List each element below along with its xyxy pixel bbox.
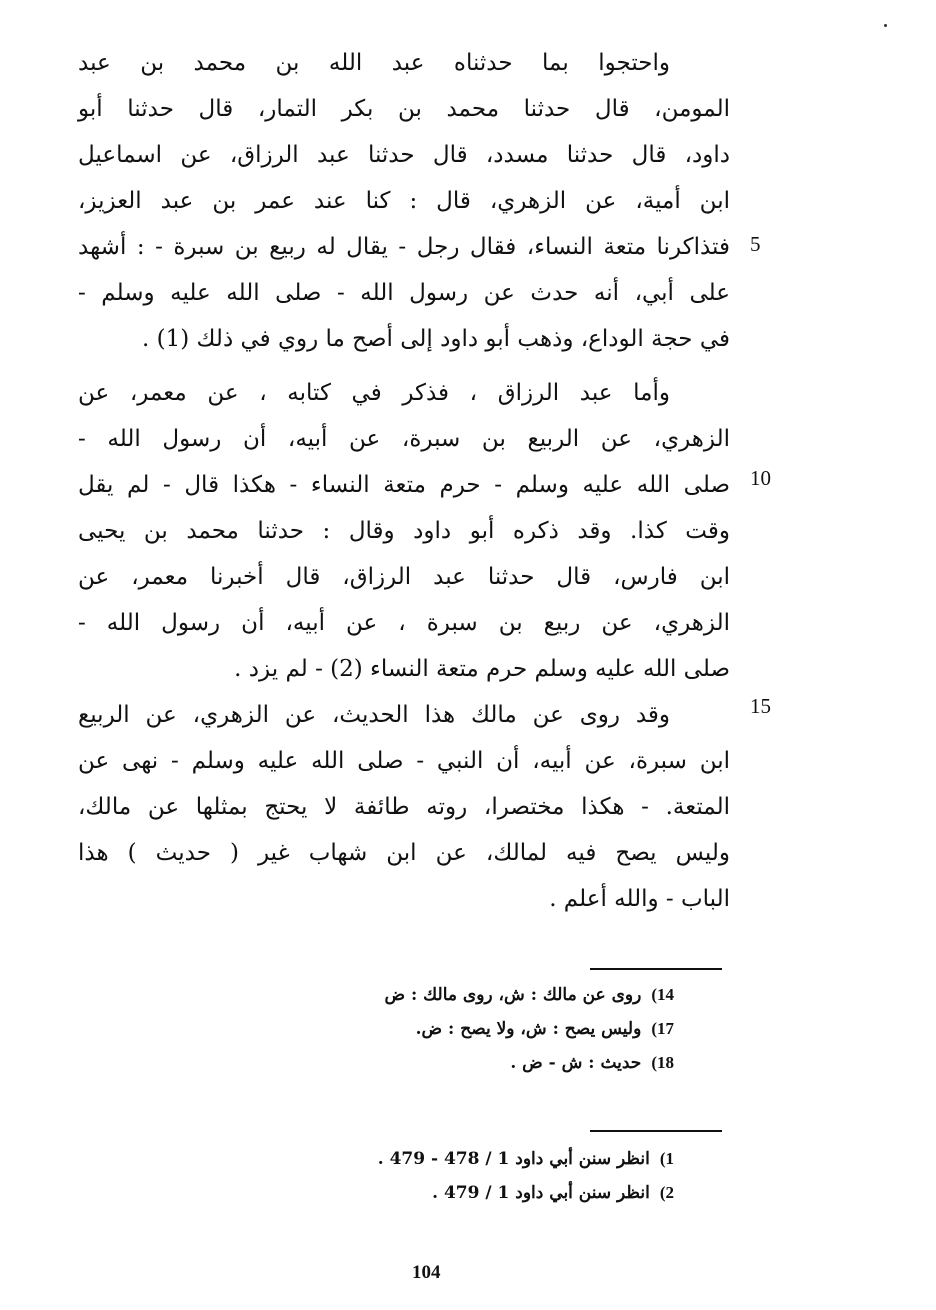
text-line: الباب - والله أعلم . bbox=[549, 886, 730, 912]
variant-note bbox=[254, 1012, 674, 1046]
text-line: الزهري، عن ربيع بن سبرة ، عن أبيه، أن رسول الله - bbox=[78, 610, 730, 636]
text-line: الزهري، عن الربيع بن سبرة، عن أبيه، أن رسول الله - bbox=[78, 426, 730, 452]
note-number: 18) bbox=[651, 1053, 674, 1072]
text-line: وليس يصح فيه لمالك، عن ابن شهاب غير ( حديث ) هذا bbox=[78, 840, 730, 866]
footnote bbox=[254, 1142, 674, 1176]
text-line: ابن فارس، قال حدثنا عبد الرزاق، قال أخبرنا معمر، عن bbox=[78, 564, 730, 590]
text-line: المتعة. - هكذا مختصرا، روته طائفة لا يحتج بمثلها عن مالك، bbox=[78, 794, 730, 820]
text-line: فتذاكرنا متعة النساء، فقال رجل - يقال له ربيع بن سبرة - : أشهد bbox=[78, 234, 730, 260]
line-number: 5 bbox=[750, 232, 761, 256]
text-line: ابن سبرة، عن أبيه، أن النبي - صلى الله عليه وسلم - نهى عن bbox=[78, 748, 730, 774]
text-line: المومن، قال حدثنا محمد بن بكر التمار، قال حدثنا أبو bbox=[78, 96, 730, 122]
footnote bbox=[254, 1176, 674, 1210]
main-text bbox=[78, 40, 730, 922]
page-number: 104 bbox=[412, 1262, 441, 1283]
variant-note bbox=[254, 1046, 674, 1080]
variant-note bbox=[254, 978, 674, 1012]
text-line: صلى الله عليه وسلم - حرم متعة النساء - هكذا قال - لم يقل bbox=[78, 472, 730, 498]
footnotes bbox=[254, 1142, 674, 1210]
text-line: وأما عبد الرزاق ، فذكر في كتابه ، عن معمر، عن bbox=[78, 380, 670, 406]
footnote-text: انظر سنن أبي داود 1 / 479 . bbox=[432, 1183, 650, 1203]
footnote-number: 1) bbox=[659, 1149, 674, 1168]
text-line: وقت كذا. وقد ذكره أبو داود وقال : حدثنا محمد بن يحيى bbox=[78, 518, 730, 544]
note-text: روى عن مالك : ش، روى مالك : ض bbox=[384, 985, 642, 1005]
text-line: ابن أمية، عن الزهري، قال : كنا عند عمر بن عبد العزيز، bbox=[78, 188, 730, 214]
text-line: في حجة الوداع، وذهب أبو داود إلى أصح ما روي في ذلك (1) . bbox=[142, 326, 730, 352]
line-number: 15 bbox=[750, 694, 771, 718]
text-line: صلى الله عليه وسلم حرم متعة النساء (2) - لم يزد . bbox=[234, 656, 730, 682]
line-number: 10 bbox=[750, 466, 771, 490]
variant-notes bbox=[254, 978, 674, 1080]
note-number: 14) bbox=[651, 985, 674, 1004]
footnote-number: 2) bbox=[659, 1183, 674, 1202]
scan-speck bbox=[884, 24, 887, 27]
text-line: داود، قال حدثنا مسدد، قال حدثنا عبد الرزاق، عن اسماعيل bbox=[78, 142, 730, 168]
text-line: وقد روى عن مالك هذا الحديث، عن الزهري، عن الربيع bbox=[78, 702, 670, 728]
note-number: 17) bbox=[651, 1019, 674, 1038]
text-line: واحتجوا بما حدثناه عبد الله بن محمد بن عبد bbox=[78, 50, 670, 76]
text-line: على أبي، أنه حدث عن رسول الله - صلى الله عليه وسلم - bbox=[78, 280, 730, 306]
note-text: حديث : ش - ض . bbox=[510, 1053, 642, 1073]
note-text: وليس يصح : ش، ولا يصح : ض. bbox=[415, 1019, 642, 1039]
footnotes-rule bbox=[590, 1130, 722, 1132]
variant-notes-rule bbox=[590, 968, 722, 970]
footnote-text: انظر سنن أبي داود 1 / 478 - 479 . bbox=[377, 1149, 650, 1169]
